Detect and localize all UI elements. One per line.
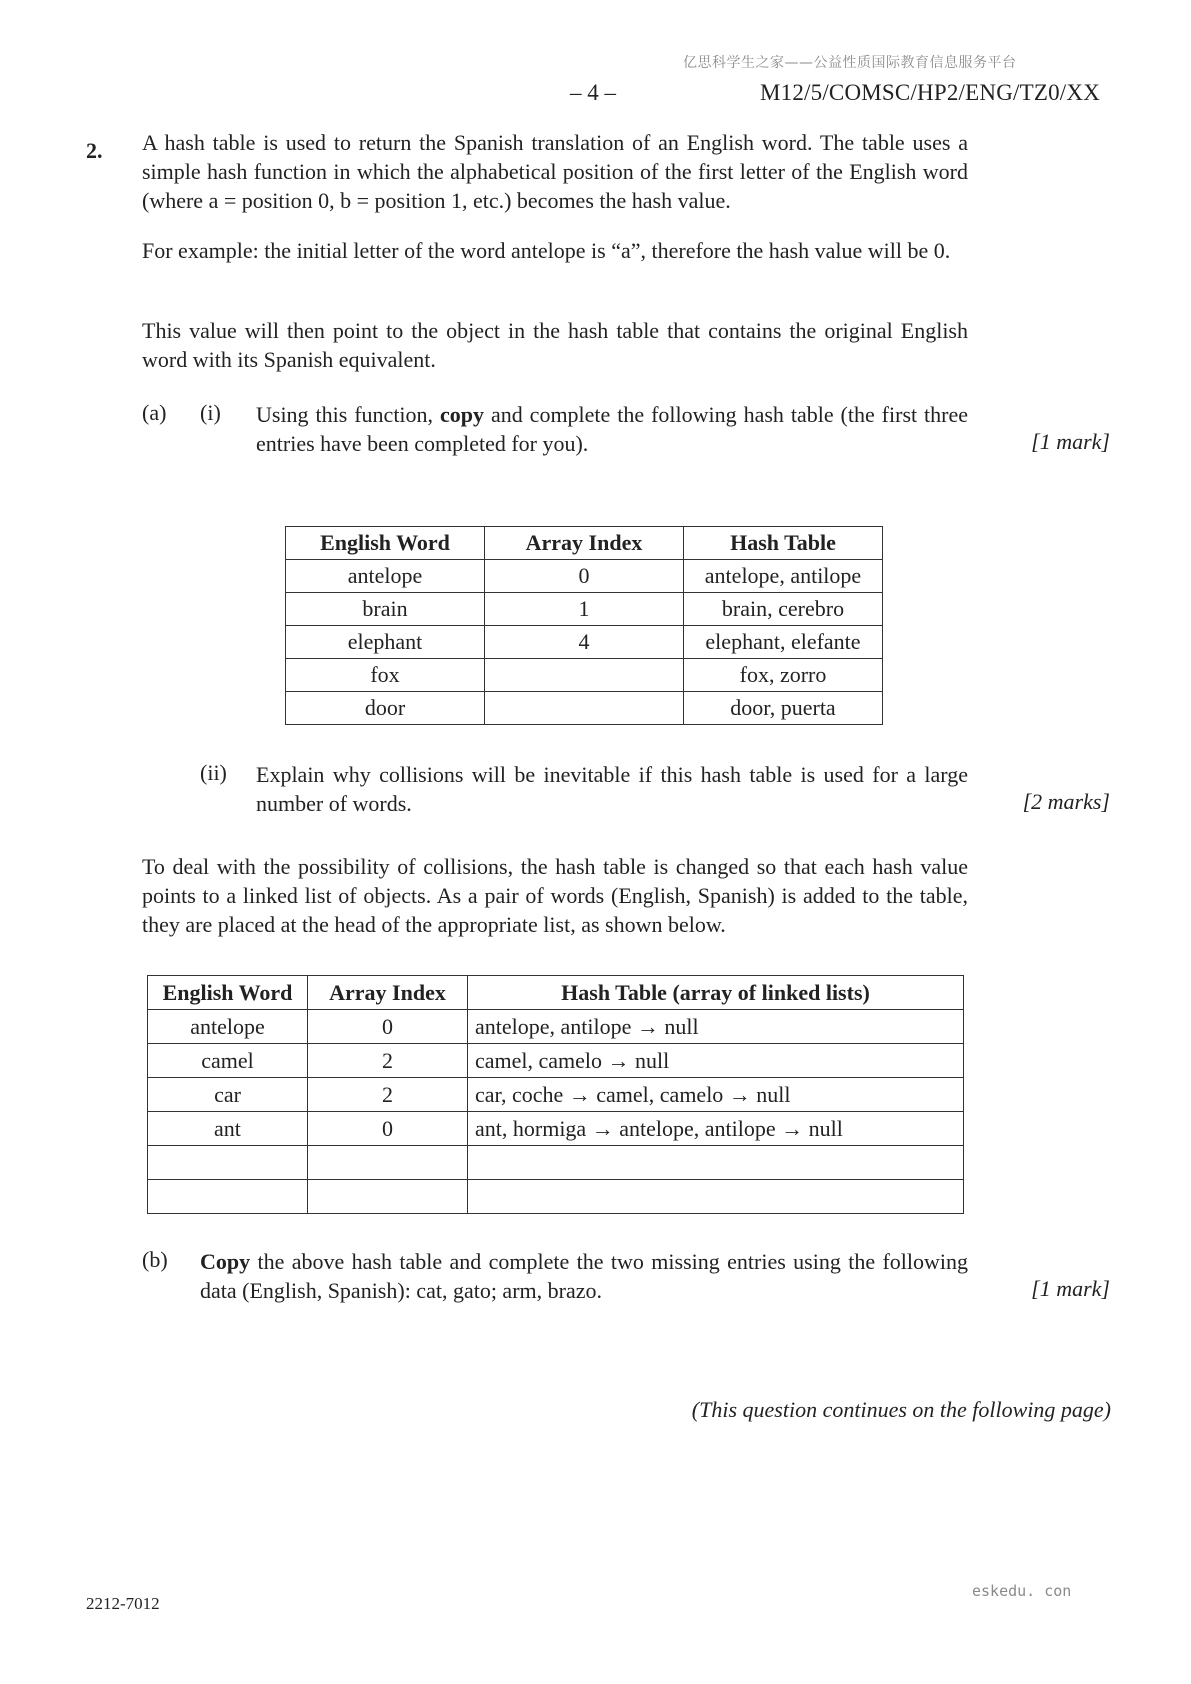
t1-header-word: English Word xyxy=(286,527,485,560)
t1-cell-word: door xyxy=(286,692,485,725)
hash-table-linked xyxy=(147,975,964,1214)
continues-note: (This question continues on the following page) xyxy=(691,1397,1111,1422)
t2-cell-index xyxy=(308,1146,468,1180)
question-number: 2. xyxy=(86,138,103,163)
t2-cell-index: 2 xyxy=(308,1078,468,1112)
question-intro xyxy=(142,128,968,215)
part-b-copy-word: Copy xyxy=(200,1249,251,1274)
t1-cell-index: 4 xyxy=(485,626,684,659)
part-b-label: (b) xyxy=(142,1247,168,1272)
part-a-i-text-before: Using this function, xyxy=(256,402,434,427)
table-row xyxy=(148,1180,964,1214)
t1-header-hash: Hash Table xyxy=(684,527,883,560)
footer-url: eskedu. con xyxy=(972,1582,1072,1600)
watermark-text: 亿思科学生之家——公益性质国际教育信息服务平台 xyxy=(683,55,1017,71)
t1-cell-hash: elephant, elefante xyxy=(684,626,883,659)
t2-cell-index xyxy=(308,1180,468,1214)
t2-cell-chain xyxy=(468,1146,964,1180)
part-a-i-marks: [1 mark] xyxy=(1031,429,1110,454)
t2-cell-chain: antelope, antilope → null xyxy=(468,1010,964,1044)
part-a-ii-label: (ii) xyxy=(200,760,227,785)
t1-cell-hash: antelope, antilope xyxy=(684,560,883,593)
part-a-ii-text-content: Explain why collisions will be inevitable if this hash table is used for a large number of words. xyxy=(256,762,968,816)
intro-paragraph-1: A hash table is used to return the Spanish translation of an English word. The table uses a simple hash function in which the alphabetical position of the first letter of the English word (where a = position 0, b = position 1, etc.) becomes the hash value. xyxy=(142,130,968,213)
t2-cell-word: ant xyxy=(148,1112,308,1146)
table-row xyxy=(148,1010,964,1044)
table-row xyxy=(148,1112,964,1146)
part-a-i-text xyxy=(256,400,968,458)
hash-table-simple xyxy=(285,526,883,725)
t1-cell-hash: fox, zorro xyxy=(684,659,883,692)
part-a-i-copy-word: copy xyxy=(440,402,485,427)
page-number: – 4 – xyxy=(570,80,616,105)
t2-header-word: English Word xyxy=(148,976,308,1010)
table-row xyxy=(286,626,883,659)
t2-cell-index: 0 xyxy=(308,1010,468,1044)
paper-code: M12/5/COMSC/HP2/ENG/TZ0/XX xyxy=(760,80,1101,105)
t1-cell-hash: brain, cerebro xyxy=(684,593,883,626)
pointer-paragraph xyxy=(142,316,968,374)
t2-cell-chain xyxy=(468,1180,964,1214)
intro-paragraph-3: This value will then point to the object in the hash table that contains the original English word with its Spanish equivalent. xyxy=(142,318,968,372)
part-b-text xyxy=(200,1247,968,1305)
t2-cell-chain: car, coche → camel, camelo → null xyxy=(468,1078,964,1112)
intro-paragraph-2: For example: the initial letter of the word antelope is “a”, therefore the hash value will be 0. xyxy=(142,238,951,263)
part-b-text-after: the above hash table and complete the two missing entries using the following data (English, Spanish): cat, gato; arm, brazo. xyxy=(200,1249,969,1303)
table-row xyxy=(148,1044,964,1078)
t2-cell-word: car xyxy=(148,1078,308,1112)
collisions-paragraph xyxy=(142,852,968,939)
t1-cell-word: fox xyxy=(286,659,485,692)
table-row xyxy=(286,659,883,692)
part-a-ii-text xyxy=(256,760,968,818)
t1-cell-word: elephant xyxy=(286,626,485,659)
t1-cell-word: antelope xyxy=(286,560,485,593)
table-row xyxy=(286,593,883,626)
t2-cell-index: 0 xyxy=(308,1112,468,1146)
t2-header-index: Array Index xyxy=(308,976,468,1010)
footer-code: 2212-7012 xyxy=(86,1594,160,1613)
t2-cell-word: camel xyxy=(148,1044,308,1078)
collisions-text: To deal with the possibility of collisions, the hash table is changed so that each hash value points to a linked list of objects. As a pair of words (English, Spanish) is added to the table, they are placed at the head of the appropriate list, as shown below. xyxy=(142,854,968,937)
t1-cell-index xyxy=(485,692,684,725)
t2-cell-index: 2 xyxy=(308,1044,468,1078)
part-a-i-text-after: and complete the following hash table (the first three entries have been completed for you). xyxy=(256,402,969,456)
table-row xyxy=(148,1146,964,1180)
t2-cell-word xyxy=(148,1180,308,1214)
table-row xyxy=(286,560,883,593)
table-row xyxy=(286,692,883,725)
part-a-label: (a) xyxy=(142,400,167,425)
t1-cell-index xyxy=(485,659,684,692)
t2-cell-word: antelope xyxy=(148,1010,308,1044)
t1-cell-word: brain xyxy=(286,593,485,626)
t2-cell-chain: ant, hormiga → antelope, antilope → null xyxy=(468,1112,964,1146)
t1-cell-hash: door, puerta xyxy=(684,692,883,725)
t1-cell-index: 1 xyxy=(485,593,684,626)
t1-header-index: Array Index xyxy=(485,527,684,560)
t1-cell-index: 0 xyxy=(485,560,684,593)
example-paragraph xyxy=(142,236,968,265)
table-row xyxy=(148,1078,964,1112)
t2-cell-chain: camel, camelo → null xyxy=(468,1044,964,1078)
t2-header-hash: Hash Table (array of linked lists) xyxy=(468,976,964,1010)
part-a-ii-marks: [2 marks] xyxy=(1022,789,1110,814)
part-b-marks: [1 mark] xyxy=(1031,1276,1110,1301)
part-a-i-label: (i) xyxy=(200,400,221,425)
t2-cell-word xyxy=(148,1146,308,1180)
